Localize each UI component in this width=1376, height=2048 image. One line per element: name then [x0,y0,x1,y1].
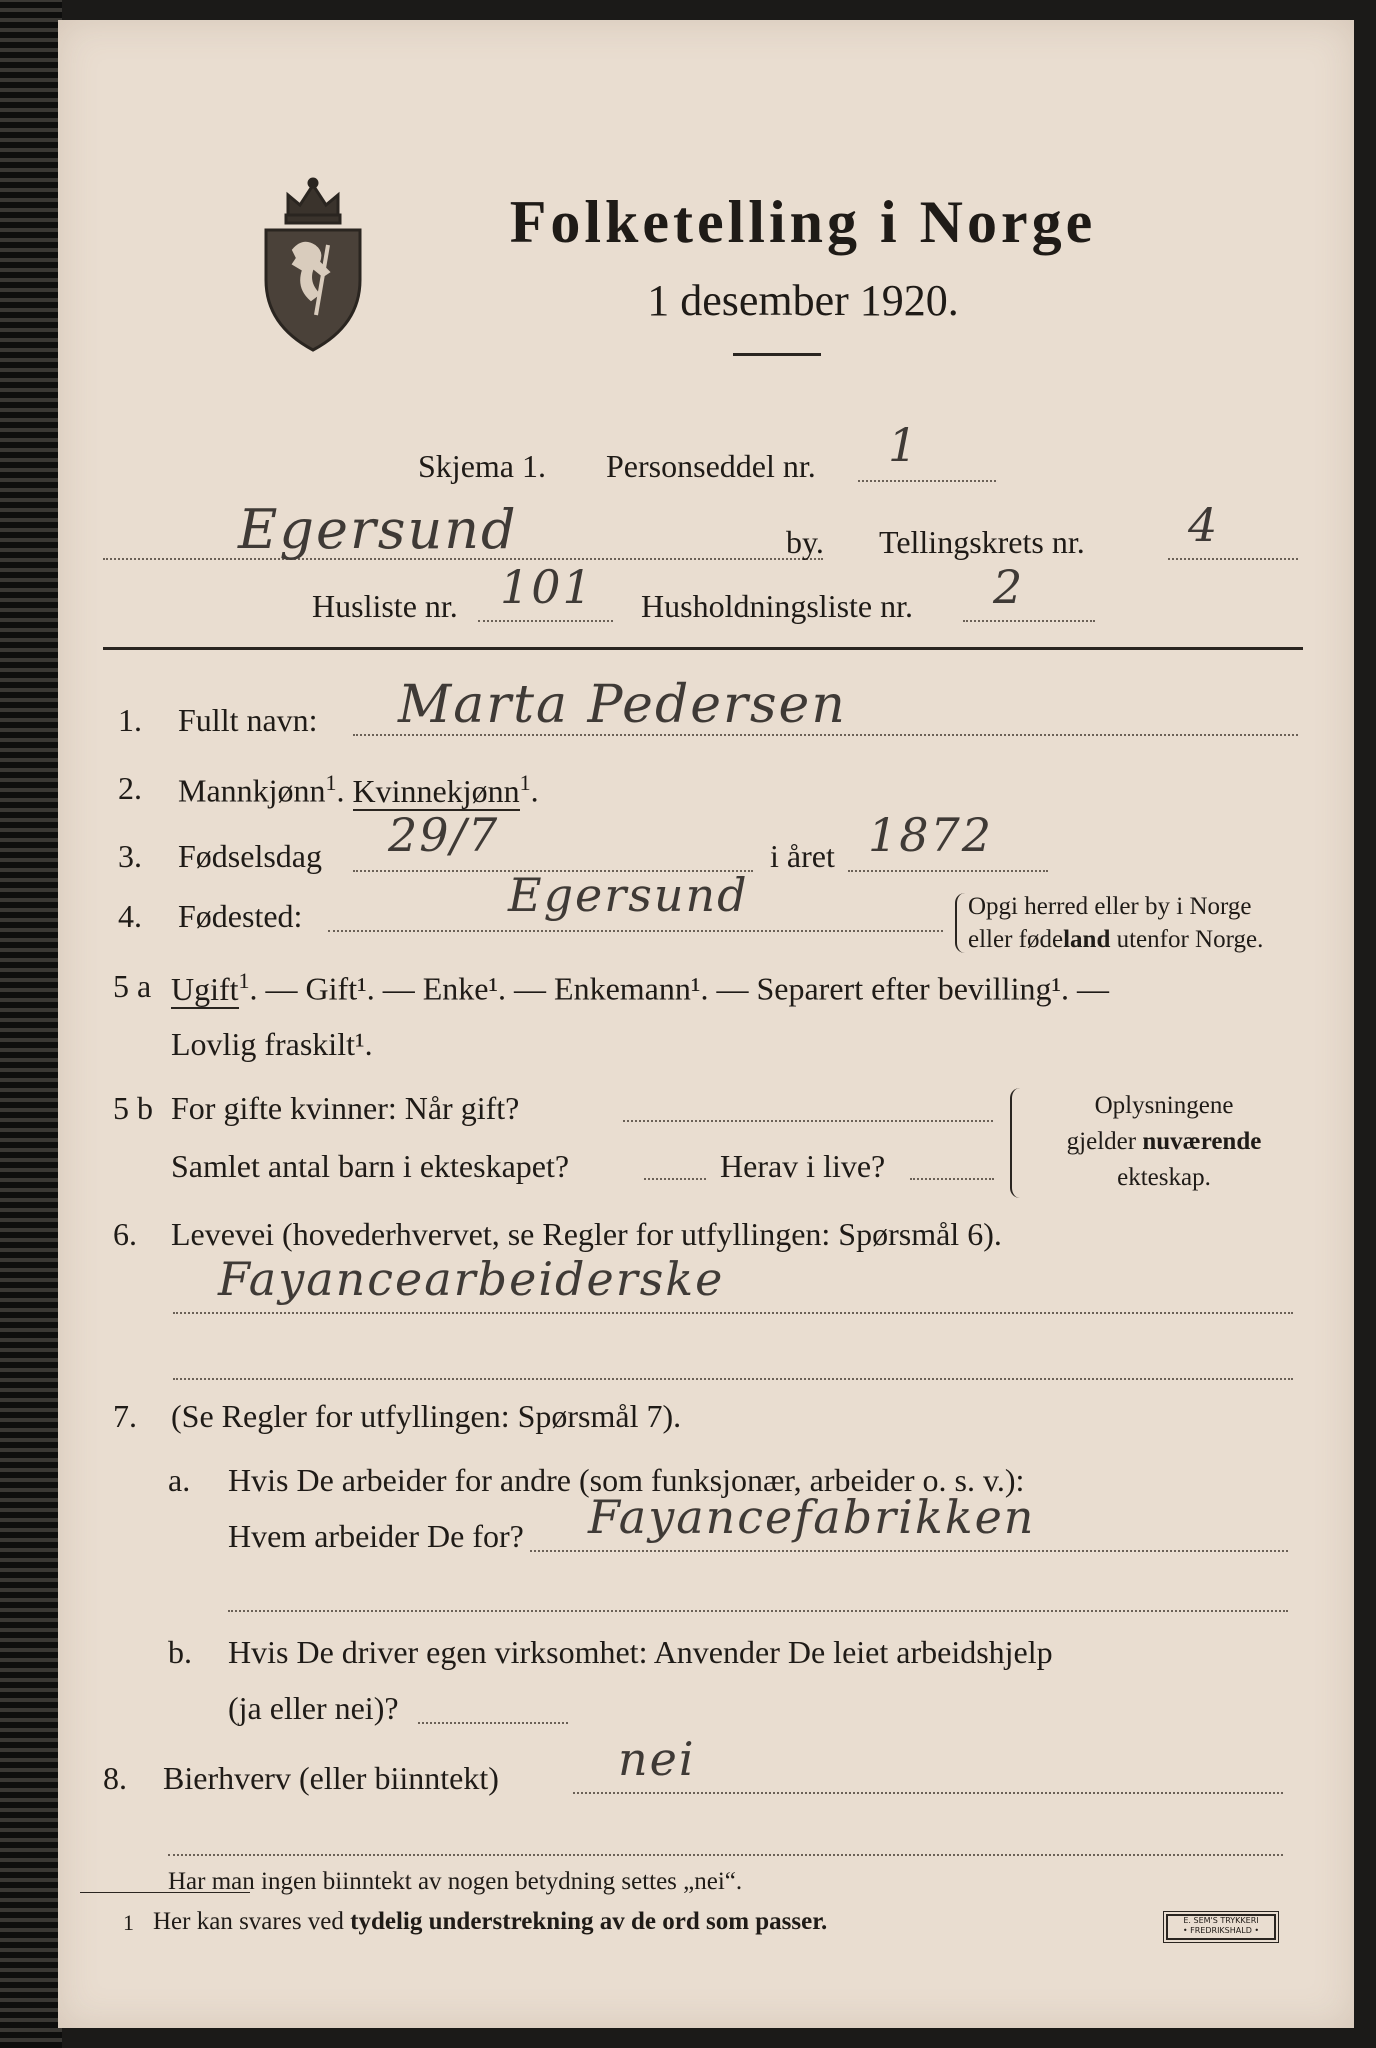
q5b-line1: For gifte kvinner: Når gift? [171,1090,520,1126]
occupation-line-2 [173,1378,1293,1380]
q7b-line2: (ja eller nei)? [228,1690,399,1726]
q5b-children-label: Samlet antal barn i ekteskapet? [171,1148,570,1184]
side-income-value[interactable]: nei [618,1732,696,1786]
children-line [644,1178,706,1180]
q8-number: 8. [103,1760,127,1796]
q5b-note-line2: gjelder nuværende [1066,1128,1262,1155]
husliste-label: Husliste nr. [312,588,458,624]
by-value[interactable]: Egersund [238,498,518,561]
q5b-alive-label: Herav i live? [720,1148,886,1184]
q1-label: Fullt navn: [178,702,318,738]
q4-brace [955,893,965,953]
personseddel-label: Personseddel nr. [606,448,816,484]
personseddel-line [858,480,996,482]
q5b-note-line3: ekteskap. [1117,1164,1211,1191]
title-divider [733,353,821,356]
birthplace-value[interactable]: Egersund [508,868,749,922]
side-income-line [573,1792,1283,1794]
alive-line [910,1178,994,1180]
footnote-divider [80,1892,250,1893]
form-title: Folketelling i Norge [509,189,1097,255]
husliste-line [478,620,613,622]
employer-value[interactable]: Fayancefabrikken [588,1490,1036,1544]
q7-label: (Se Regler for utfyllingen: Spørsmål 7). [171,1398,682,1434]
birth-year-line [848,870,1048,872]
occupation-line-1 [173,1312,1293,1314]
q2-sex-options: Mannkjønn$^1$. Kvinnekjønn$^1$. [178,770,539,809]
tellingskrets-label: Tellingskrets nr. [879,524,1085,560]
footnote-number: 1 [123,1910,134,1935]
q5a-line2[interactable]: Lovlig fraskilt¹. [171,1026,373,1062]
sex-female-option[interactable]: Kvinnekjønn [352,772,520,809]
q7-number: 7. [113,1398,137,1434]
husholdningsliste-label: Husholdningsliste nr. [641,588,914,624]
personseddel-value[interactable]: 1 [888,418,920,472]
q1-number: 1. [118,702,142,738]
birthplace-line [328,930,943,932]
q2-number: 2. [118,770,142,806]
by-label: by. [786,524,824,560]
q5a-number: 5 a [113,968,152,1004]
q4-note-line1: Opgi herred eller by i Norge [968,893,1252,920]
q7b-line1: Hvis De driver egen virksomhet: Anvender De leiet arbeidshjelp [228,1634,1053,1670]
married-when-line [623,1120,993,1122]
q4-note-line2: eller fødeland utenfor Norge. [968,926,1264,953]
printer-stamp: E. SEM'S TRYKKERI • FREDRIKSHALD • [1166,1914,1276,1940]
husholdningsliste-value[interactable]: 2 [993,560,1025,614]
census-date: 1 desember 1920. [647,276,959,325]
side-income-line-2 [168,1854,1283,1856]
q5b-number: 5 b [113,1090,153,1126]
q4-label: Fødested: [178,898,303,934]
marital-other-options[interactable]: . — Gift¹. — Enke¹. — Enkemann¹. — Separert efter bevilling¹. — [249,970,1110,1007]
husliste-value[interactable]: 101 [500,560,594,614]
q6-number: 6. [113,1216,137,1252]
binding-edge [0,0,62,2048]
q7a-letter: a. [168,1462,191,1498]
q3-number: 3. [118,838,142,874]
occupation-value[interactable]: Fayancearbeiderske [218,1252,725,1306]
q5b-note-line1: Oplysningene [1094,1092,1234,1119]
header-divider [103,647,1303,650]
census-form-sheet [58,20,1354,2028]
q7b-letter: b. [168,1634,192,1670]
q8-label: Bierhverv (eller biinntekt) [163,1760,499,1796]
birth-year-value[interactable]: 1872 [868,808,994,862]
q7a-line2: Hvem arbeider De for? [228,1518,524,1554]
employer-line-1 [530,1550,1288,1552]
q3-label: Fødselsdag [178,838,322,874]
footer-note: Har man ingen biinntekt av nogen betydning settes „nei“. [168,1868,743,1895]
year-label: i året [770,838,835,874]
footnote-text: Her kan svares ved tydelig understrekning av de ord som passer. [153,1908,828,1935]
q5a-marital-options: Ugift$^1$. — Gift¹. — Enke¹. — Enkemann¹. — Separert efter bevilling¹. — [171,968,1110,1007]
tellingskrets-value[interactable]: 4 [1188,498,1220,552]
hired-help-line [418,1722,568,1724]
birthday-value[interactable]: 29/7 [388,808,500,862]
employer-line-2 [228,1610,1288,1612]
skjema-label: Skjema 1. [418,448,546,484]
full-name-value[interactable]: Marta Pedersen [398,675,847,735]
marital-unmarried-option[interactable]: Ugift [171,970,239,1007]
q4-number: 4. [118,898,142,934]
husholdningsliste-line [963,620,1095,622]
sex-male-option[interactable]: Mannkjønn [178,772,326,809]
tellingskrets-line [1168,558,1298,560]
q5b-brace [1010,1088,1022,1198]
q6-label: Levevei (hovederhvervet, se Regler for utfyllingen: Spørsmål 6). [171,1216,1002,1252]
q7a-line1: Hvis De arbeider for andre (som funksjonær, arbeider o. s. v.): [228,1462,1025,1498]
